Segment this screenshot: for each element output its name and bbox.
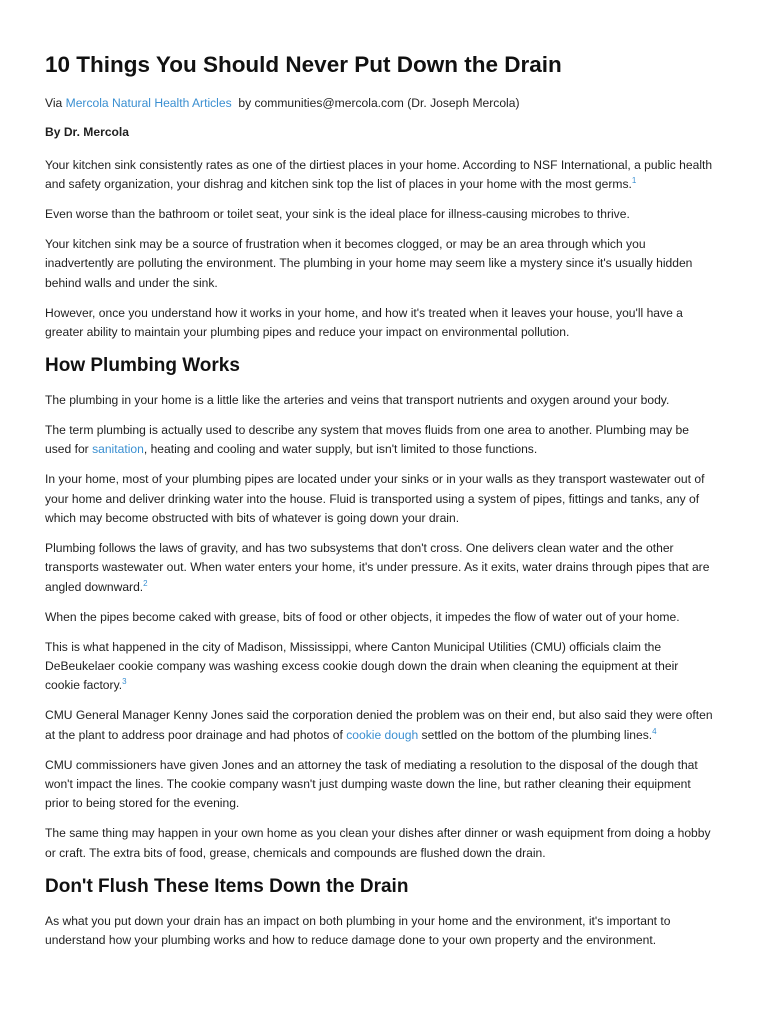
intro-paragraph-text: Your kitchen sink consistently rates as one of the dirtiest places in your home. According to NSF International, a public health and safety organization, your dishrag and kitchen sink top the list of places in your home with the most germs.	[45, 157, 713, 192]
body-paragraph: In your home, most of your plumbing pipes are located under your sinks or in your walls as they transport wastewater out of your home and deliver drinking water into the house. Fluid is transported using a system of pipes, fittings and tanks, any of which may become obstructed with bits of whatever is going down your drain.	[45, 472, 705, 526]
footnote-ref[interactable]	[632, 176, 636, 185]
body-paragraph	[45, 539, 716, 597]
via-prefix: Via	[45, 96, 66, 110]
sanitation-link[interactable]: sanitation	[92, 442, 144, 457]
body-paragraph	[45, 638, 716, 696]
footnote-link[interactable]: 1	[631, 176, 637, 186]
section-heading: Don't Flush These Items Down the Drain	[45, 875, 409, 897]
body-text: This is what happened in the city of Madison, Mississippi, where Canton Municipal Utilities (CMU) officials claim the DeBeukelaer cookie company was washing excess cookie dough down the drain when cleaning the equipment at their cookie factory.	[45, 639, 679, 693]
body-paragraph: When the pipes become caked with grease, bits of food or other objects, it impedes the flow of water out of your home.	[45, 609, 680, 624]
body-paragraph	[45, 421, 716, 460]
body-text: Plumbing follows the laws of gravity, and has two subsystems that don't cross. One delivers clean water and the other transports wastewater out. When water enters your home, it's under pressure. As it exits, water drains through pipes that are angled downward.	[45, 541, 710, 594]
footnote-ref[interactable]	[652, 727, 656, 736]
byline: By Dr. Mercola	[45, 125, 130, 140]
footnote-link[interactable]: 2	[143, 578, 148, 588]
cookie-dough-link[interactable]: cookie dough	[346, 727, 419, 742]
source-link[interactable]: Mercola Natural Health Articles	[65, 96, 232, 110]
via-suffix: by communities@mercola.com (Dr. Joseph Mercola)	[231, 96, 520, 110]
body-paragraph: As what you put down your drain has an impact on both plumbing in your home and the environment, it's important to understand how your plumbing works and how to reduce damage done to your own property and the environment.	[45, 913, 671, 948]
article-title: 10 Things You Should Never Put Down the Drain	[45, 52, 562, 77]
body-text: , heating and cooling and water supply, but isn't limited to those functions.	[143, 442, 538, 457]
intro-paragraph: Even worse than the bathroom or toilet seat, your sink is the ideal place for illness-causing microbes to thrive.	[45, 207, 630, 222]
footnote-ref[interactable]	[143, 579, 147, 588]
body-text: CMU General Manager Kenny Jones said the corporation denied the problem was on their end, but also said they were often at the plant to address poor drainage and had photos of	[45, 708, 713, 742]
body-text: settled on the bottom of the plumbing lines.	[418, 727, 653, 742]
body-paragraph	[45, 706, 716, 745]
section-heading: How Plumbing Works	[45, 355, 240, 377]
footnote-link[interactable]: 3	[122, 677, 127, 687]
intro-paragraph: Your kitchen sink may be a source of frustration when it becomes clogged, or may be an area through which you inadvertently are polluting the environment. The plumbing in your home may seem like a mystery since it's usually hidden behind walls and under the sink.	[45, 237, 693, 290]
intro-paragraph	[45, 156, 716, 195]
body-paragraph: CMU commissioners have given Jones and an attorney the task of mediating a resolution to the disposal of the dough that won't impact the lines. The cookie company wasn't just dumping waste down the line, but rather cleaning their equipment prior to being stored for the evening.	[45, 757, 698, 811]
body-text: The term plumbing is actually used to describe any system that moves fluids from one area to another. Plumbing may be used for	[45, 422, 689, 457]
footnote-link[interactable]: 4	[652, 726, 657, 736]
body-paragraph: The plumbing in your home is a little like the arteries and veins that transport nutrients and oxygen around your body.	[45, 393, 670, 408]
body-paragraph: The same thing may happen in your own home as you clean your dishes after dinner or wash equipment from doing a hobby or craft. The extra bits of food, grease, chemicals and compounds are flushed down the drain.	[45, 826, 711, 860]
footnote-ref[interactable]	[122, 677, 126, 686]
source-line	[45, 94, 716, 113]
intro-paragraph: However, once you understand how it works in your home, and how it's treated when it leaves your house, you'll have a greater ability to maintain your plumbing pipes and reduce your impact on environmental pollution.	[45, 305, 683, 340]
